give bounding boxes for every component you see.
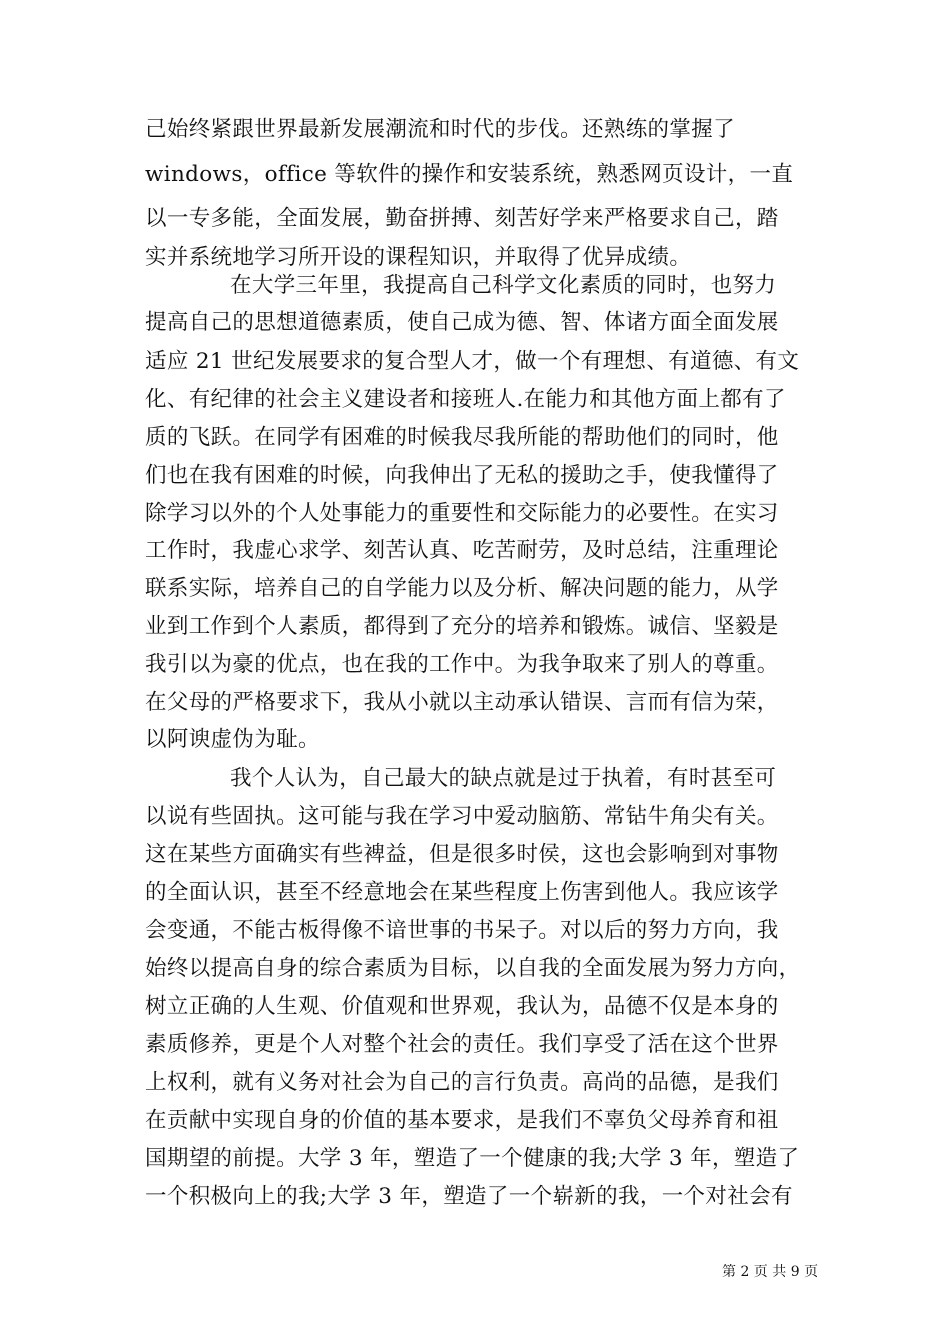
text-line: 以阿谀虚伪为耻。 bbox=[145, 727, 320, 752]
text-line: 上权利，就有义务对社会为自己的言行负责。高尚的品德，是我们 bbox=[145, 1070, 779, 1095]
text-line: 质的飞跃。在同学有困难的时候我尽我所能的帮助他们的同时，他 bbox=[145, 425, 779, 450]
text-line: 己始终紧跟世界最新发展潮流和时代的步伐。还熟练的掌握了 bbox=[145, 117, 735, 142]
text-line: 们也在我有困难的时候，向我伸出了无私的援助之手，使我懂得了 bbox=[145, 463, 779, 488]
text-line: 在父母的严格要求下，我从小就以主动承认错误、言而有信为荣， bbox=[145, 690, 779, 715]
text-line: 除学习以外的个人处事能力的重要性和交际能力的必要性。在实习 bbox=[145, 501, 779, 526]
text-line: 实并系统地学习所开设的课程知识，并取得了优异成绩。 bbox=[145, 245, 692, 270]
text-line: 的全面认识，甚至不经意地会在某些程度上伤害到他人。我应该学 bbox=[145, 880, 779, 905]
text-line: 这在某些方面确实有些裨益，但是很多时侯，这也会影响到对事物 bbox=[145, 842, 779, 867]
text-line: 素质修养，更是个人对整个社会的责任。我们享受了活在这个世界 bbox=[145, 1032, 779, 1057]
text-line: 一个积极向上的我;大学 3 年，塑造了一个崭新的我，一个对社会有 bbox=[145, 1184, 793, 1209]
text-line: 提高自己的思想道德素质，使自己成为德、智、体诸方面全面发展 bbox=[145, 310, 779, 335]
text-line: 业到工作到个人素质，都得到了充分的培养和锻炼。诚信、坚毅是 bbox=[145, 614, 779, 639]
page-number-footer: 第 2 页 共 9 页 bbox=[722, 1264, 819, 1280]
text-line: 我引以为豪的优点，也在我的工作中。为我争取来了别人的尊重。 bbox=[145, 652, 779, 677]
text-line: 适应 21 世纪发展要求的复合型人才，做一个有理想、有道德、有文 bbox=[145, 349, 800, 374]
text-line: 我个人认为，自己最大的缺点就是过于执着，有时甚至可 bbox=[230, 766, 777, 791]
text-line: 化、有纪律的社会主义建设者和接班人.在能力和其他方面上都有了 bbox=[145, 387, 786, 412]
text-line: 工作时，我虚心求学、刻苦认真、吃苦耐劳，及时总结，注重理论 bbox=[145, 538, 779, 563]
text-line: 以说有些固执。这可能与我在学习中爱动脑筋、常钻牛角尖有关。 bbox=[145, 804, 779, 829]
text-line: 在大学三年里，我提高自己科学文化素质的同时，也努力 bbox=[230, 273, 777, 298]
text-line: 始终以提高自身的综合素质为目标，以自我的全面发展为努力方向， bbox=[145, 956, 801, 981]
text-line: 在贡献中实现自身的价值的基本要求，是我们不辜负父母养育和祖 bbox=[145, 1108, 779, 1133]
text-line: 树立正确的人生观、价值观和世界观，我认为，品德不仅是本身的 bbox=[145, 994, 779, 1019]
text-line: 会变通，不能古板得像不谙世事的书呆子。对以后的努力方向，我 bbox=[145, 918, 779, 943]
text-line: 以一专多能，全面发展，勤奋拼搏、刻苦好学来严格要求自己，踏 bbox=[145, 206, 779, 231]
text-line: 国期望的前提。大学 3 年，塑造了一个健康的我;大学 3 年，塑造了 bbox=[145, 1146, 800, 1171]
text-line: 联系实际，培养自己的自学能力以及分析、解决问题的能力，从学 bbox=[145, 576, 779, 601]
text-line: windows，office 等软件的操作和安装系统，熟悉网页设计，一直 bbox=[145, 162, 794, 187]
